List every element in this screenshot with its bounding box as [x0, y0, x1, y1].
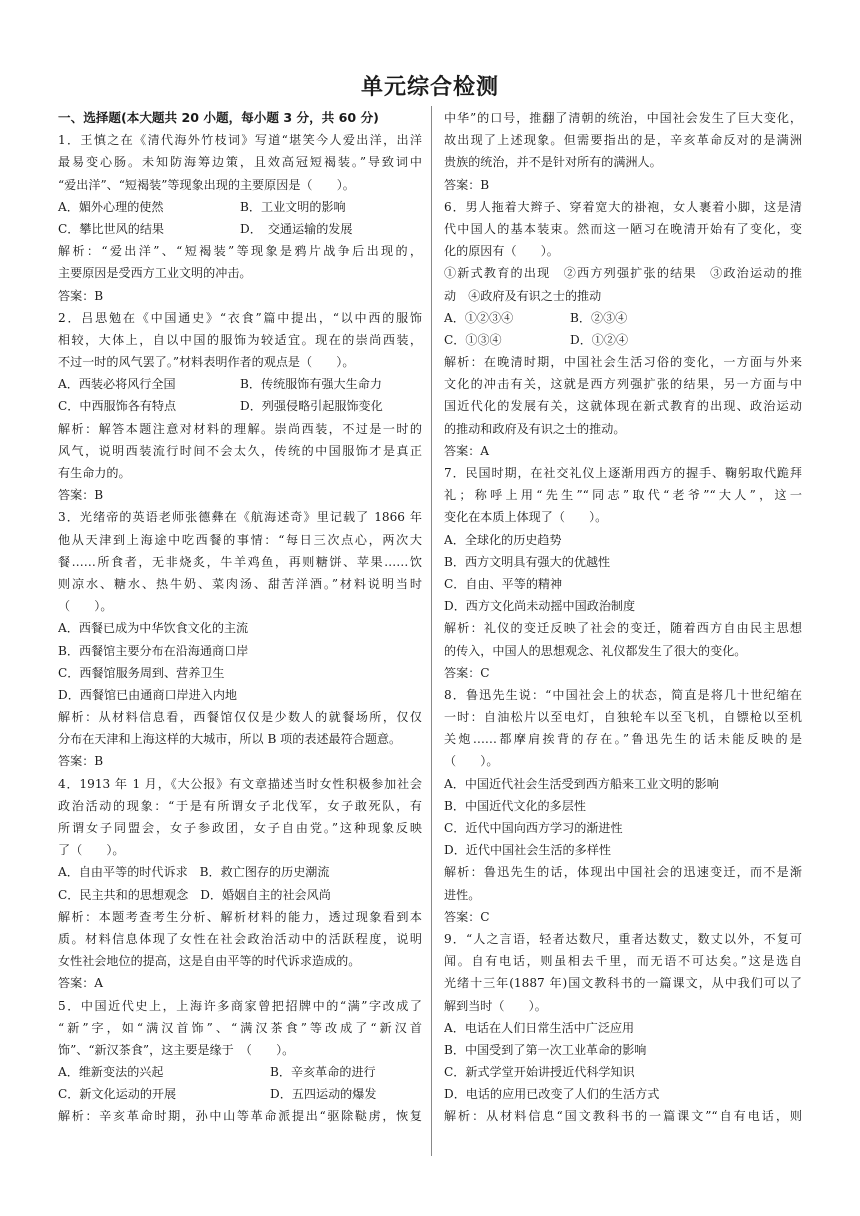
text-line: 解析：辛亥革命时期，孙中山等革命派提出“驱除鞑虏，恢复 — [58, 1109, 422, 1124]
option-text: B．工业文明的影响 — [240, 199, 346, 214]
text-line: 中华”的口号，推翻了清朝的统治，中国社会发生了巨大变化， — [444, 111, 802, 125]
text-line: 答案：C — [444, 665, 490, 680]
text-line: 质。材料信息体现了女性在社会政治活动中的活跃程度，说明 — [58, 931, 422, 946]
option-text: A．西装必将风行全国 — [58, 377, 176, 392]
text-line: 有生命力的。 — [58, 466, 131, 480]
text-line: 国近代化的发展有关，这就体现在新式教育的出现、政治运动 — [444, 399, 802, 414]
text-line: 解析：本题考查考生分析、解析材料的能力，透过现象看到本 — [58, 909, 422, 924]
text-line: C．新式学堂开始讲授近代科学知识 — [444, 1065, 635, 1080]
option-text: A．①②③④ — [444, 310, 514, 325]
text-line: 进性。 — [444, 887, 481, 902]
option-text: B．辛亥革命的进行 — [270, 1065, 376, 1080]
text-line: 政治活动的现象：“于是有所谓女子北伐军，女子敢死队，有 — [58, 798, 422, 813]
option-text: A．自由平等的时代诉求 — [58, 865, 188, 880]
text-line: “爱出洋”、“短褐装”等现象出现的主要原因是（ ）。 — [58, 177, 355, 192]
text-line: 7．民国时期，在社交礼仪上逐渐用西方的握手、鞠躬取代跪拜 — [444, 466, 802, 480]
option-row — [58, 1061, 422, 1083]
text-line: 闻。自有电话，则虽相去千里，而无语不可达矣。”这是选自 — [444, 954, 802, 969]
text-line: 女性社会地位的提高，这是自由平等的时代诉求造成的。 — [58, 954, 361, 969]
text-line: 答案：B — [58, 488, 104, 503]
text-line: 8．鲁迅先生说：“中国社会上的状态，简直是将几十世纪缩在 — [444, 687, 802, 702]
text-line: 6．男人拖着大辫子、穿着宽大的褂袍，女人裹着小脚，这是清 — [444, 199, 802, 214]
text-line: A．全球化的历史趋势 — [444, 532, 562, 547]
text-line: 解析：“爱出洋”、“短褐装”等现象是鸦片战争后出现的， — [58, 244, 422, 259]
option-row — [58, 395, 422, 417]
text-line: 2．吕思勉在《中国通史》“衣食”篇中提出，“以中西的服饰 — [58, 310, 422, 325]
option-row — [58, 861, 422, 883]
left-column — [58, 107, 422, 1128]
text-line: 解析：从材料信息“国文教科书的一篇课文”“自有电话，则 — [444, 1109, 802, 1124]
text-line: 则凉水、糖水、热牛奶、菜肉汤、甜苦洋酒。”材料说明当时 — [58, 576, 422, 591]
option-text: D．婚姻自主的社会风尚 — [200, 887, 331, 902]
option-text: B．救亡图存的历史潮流 — [199, 865, 330, 880]
text-line: 答案：B — [58, 754, 104, 769]
text-line: 餐……所食者，无非烧炙，牛羊鸡鱼，再则糖饼、苹果……饮 — [58, 554, 422, 569]
text-line: 的推动和政府及有识之士的推动。 — [444, 421, 626, 436]
text-line: 最易变心肠。未知防海筹边策，且效高冠短褐装。”导致词中 — [58, 155, 422, 170]
text-line: D．近代中国社会生活的多样性 — [444, 843, 611, 858]
text-line: 分布在天津和上海这样的大城市，所以 B 项的表述最符合题意。 — [58, 732, 402, 747]
option-text: D． 交通运输的发展 — [240, 221, 353, 236]
text-line: 解析：礼仪的变迁反映了社会的变迁，随着西方自由民主思想 — [444, 621, 802, 636]
text-line: ①新式教育的出现 ②西方列强扩张的结果 ③政治运动的推 — [444, 266, 802, 281]
text-line: 饰”、“新汉茶食”，这主要是缘于 （ ）。 — [58, 1042, 295, 1057]
text-line: 答案：B — [58, 288, 104, 303]
option-row — [58, 218, 422, 240]
text-line: 解到当时（ ）。 — [444, 998, 547, 1013]
column-divider — [431, 106, 432, 1156]
option-text: C．中西服饰各有特点 — [58, 399, 177, 414]
text-line: D．西餐馆已由通商口岸进入内地 — [58, 687, 238, 702]
option-text: C．攀比世风的结果 — [58, 221, 165, 236]
text-line: D．西方文化尚未动摇中国政治制度 — [444, 599, 636, 614]
option-row — [58, 196, 422, 218]
option-text: C．①③④ — [444, 332, 502, 347]
text-line: 他从天津到上海途中吃西餐的事情：“每日三次点心，两次大 — [58, 532, 422, 547]
text-line: 风气，说明西装流行时间不会太久，传统的中国服饰才是真正 — [58, 443, 422, 458]
text-line: 1．王慎之在《清代海外竹枝词》写道“堪笑今人爱出洋，出洋 — [58, 133, 422, 148]
text-line: C．自由、平等的精神 — [444, 576, 563, 591]
right-column — [444, 107, 802, 1128]
text-line: B．西方文明具有强大的优越性 — [444, 554, 611, 569]
text-line: 解析：鲁迅先生的话，体现出中国社会的迅速变迁，而不是渐 — [444, 865, 802, 880]
option-text: A．维新变法的兴起 — [58, 1065, 164, 1080]
text-line: 解析：在晚清时期，中国社会生活习俗的变化，一方面与外来 — [444, 355, 802, 370]
text-line: 9．“人之言语，轻者达数尺，重者达数丈，数丈以外，不复可 — [444, 931, 802, 946]
option-text: D．五四运动的爆发 — [270, 1087, 377, 1102]
text-line: 光绪十三年(1887 年)国文教科书的一篇课文，从中我们可以了 — [444, 976, 802, 991]
text-line: 贵族的统治，并不是针对所有的满洲人。 — [444, 155, 662, 170]
option-text: C．新文化运动的开展 — [58, 1087, 177, 1102]
text-line: 解析：解答本题注意对材料的理解。崇尚西装，不过是一时的 — [58, 421, 422, 436]
text-line: 5．中国近代史上，上海许多商家曾把招牌中的“满”字改成了 — [58, 998, 422, 1013]
text-line: B．中国受到了第一次工业革命的影响 — [444, 1042, 647, 1057]
text-line: C．近代中国向西方学习的渐进性 — [444, 821, 623, 835]
text-line: 的传入，中国人的思想观念、礼仪都发生了很大的变化。 — [444, 643, 747, 658]
text-line: 化的原因有（ ）。 — [444, 244, 559, 259]
option-text: D．①②④ — [570, 332, 629, 347]
text-line: 答案：A — [444, 443, 490, 458]
text-line: A．电话在人们日常生活中广泛应用 — [444, 1020, 635, 1035]
text-line: 文化的冲击有关，这就是西方列强扩张的结果，另一方面与中 — [444, 377, 802, 392]
text-line: 3．光绪帝的英语老师张德彝在《航海述奇》里记载了 1866 年 — [58, 510, 422, 525]
text-line: 一时：自油松片以至电灯，自独轮车以至飞机，自镖枪以至机 — [444, 710, 802, 725]
section-heading: 一、选择题(本大题共 20 小题，每小题 3 分，共 60 分) — [58, 110, 379, 125]
text-line: 故出现了上述现象。但需要指出的是，辛亥革命反对的是满洲 — [444, 133, 802, 148]
text-line: （ ）。 — [444, 754, 499, 769]
option-row — [58, 1083, 422, 1105]
text-line: 了（ ）。 — [58, 843, 125, 858]
text-line: 答案：C — [444, 909, 490, 924]
text-line: 代中国人的基本装束。然而这一陋习在晚清开始有了变化，变 — [444, 221, 802, 236]
option-row — [444, 329, 802, 351]
option-row — [58, 884, 422, 906]
text-line: 相较，大体上，自以中国的服饰为较适宜。现在的崇尚西装， — [58, 332, 422, 347]
text-line: 礼；称呼上用“先生”“同志”取代“老爷”“大人”，这一 — [444, 488, 802, 503]
text-line: 4．1913 年 1 月，《大公报》有文章描述当时女性积极参加社会 — [58, 776, 422, 791]
text-line: 变化在本质上体现了（ ）。 — [444, 510, 608, 525]
text-line: 答案：B — [444, 177, 490, 192]
text-line: 关炮……都摩肩挨背的存在。”鲁迅先生的话未能反映的是 — [444, 732, 802, 747]
text-line: （ ）。 — [58, 599, 113, 614]
text-line: C．西餐馆服务周到、营养卫生 — [58, 665, 225, 680]
text-line: B．西餐馆主要分布在沿海通商口岸 — [58, 643, 249, 658]
option-text: A．媚外心理的使然 — [58, 199, 164, 214]
text-line: D．电话的应用已改变了人们的生活方式 — [444, 1087, 660, 1102]
text-line: A．西餐已成为中华饮食文化的主流 — [58, 621, 249, 636]
text-line: A．中国近代社会生活受到西方船来工业文明的影响 — [444, 776, 719, 791]
text-line: 不过一时的风气罢了。”材料表明作者的观点是（ ）。 — [58, 355, 355, 370]
option-text: B．②③④ — [570, 310, 628, 325]
text-line: 答案：A — [58, 976, 104, 991]
text-line: 动 ④政府及有识之士的推动 — [444, 288, 602, 303]
option-text: B．传统服饰有强大生命力 — [240, 377, 382, 392]
text-line: “新”字，如“满汉首饰”、“满汉茶食”等改成了“新汉首 — [58, 1020, 422, 1035]
option-row — [444, 307, 802, 329]
page-title: 单元综合检测 — [360, 75, 499, 100]
text-line: B．中国近代文化的多层性 — [444, 798, 586, 813]
text-line: 所谓女子同盟会，女子参政团，女子自由党。”这种现象反映 — [58, 821, 422, 835]
option-row — [58, 373, 422, 395]
option-text: D．列强侵略引起服饰变化 — [240, 399, 383, 414]
text-line: 主要原因是受西方工业文明的冲击。 — [58, 266, 252, 281]
text-line: 解析：从材料信息看，西餐馆仅仅是少数人的就餐场所，仅仅 — [58, 710, 422, 725]
option-text: C．民主共和的思想观念 — [58, 887, 189, 902]
